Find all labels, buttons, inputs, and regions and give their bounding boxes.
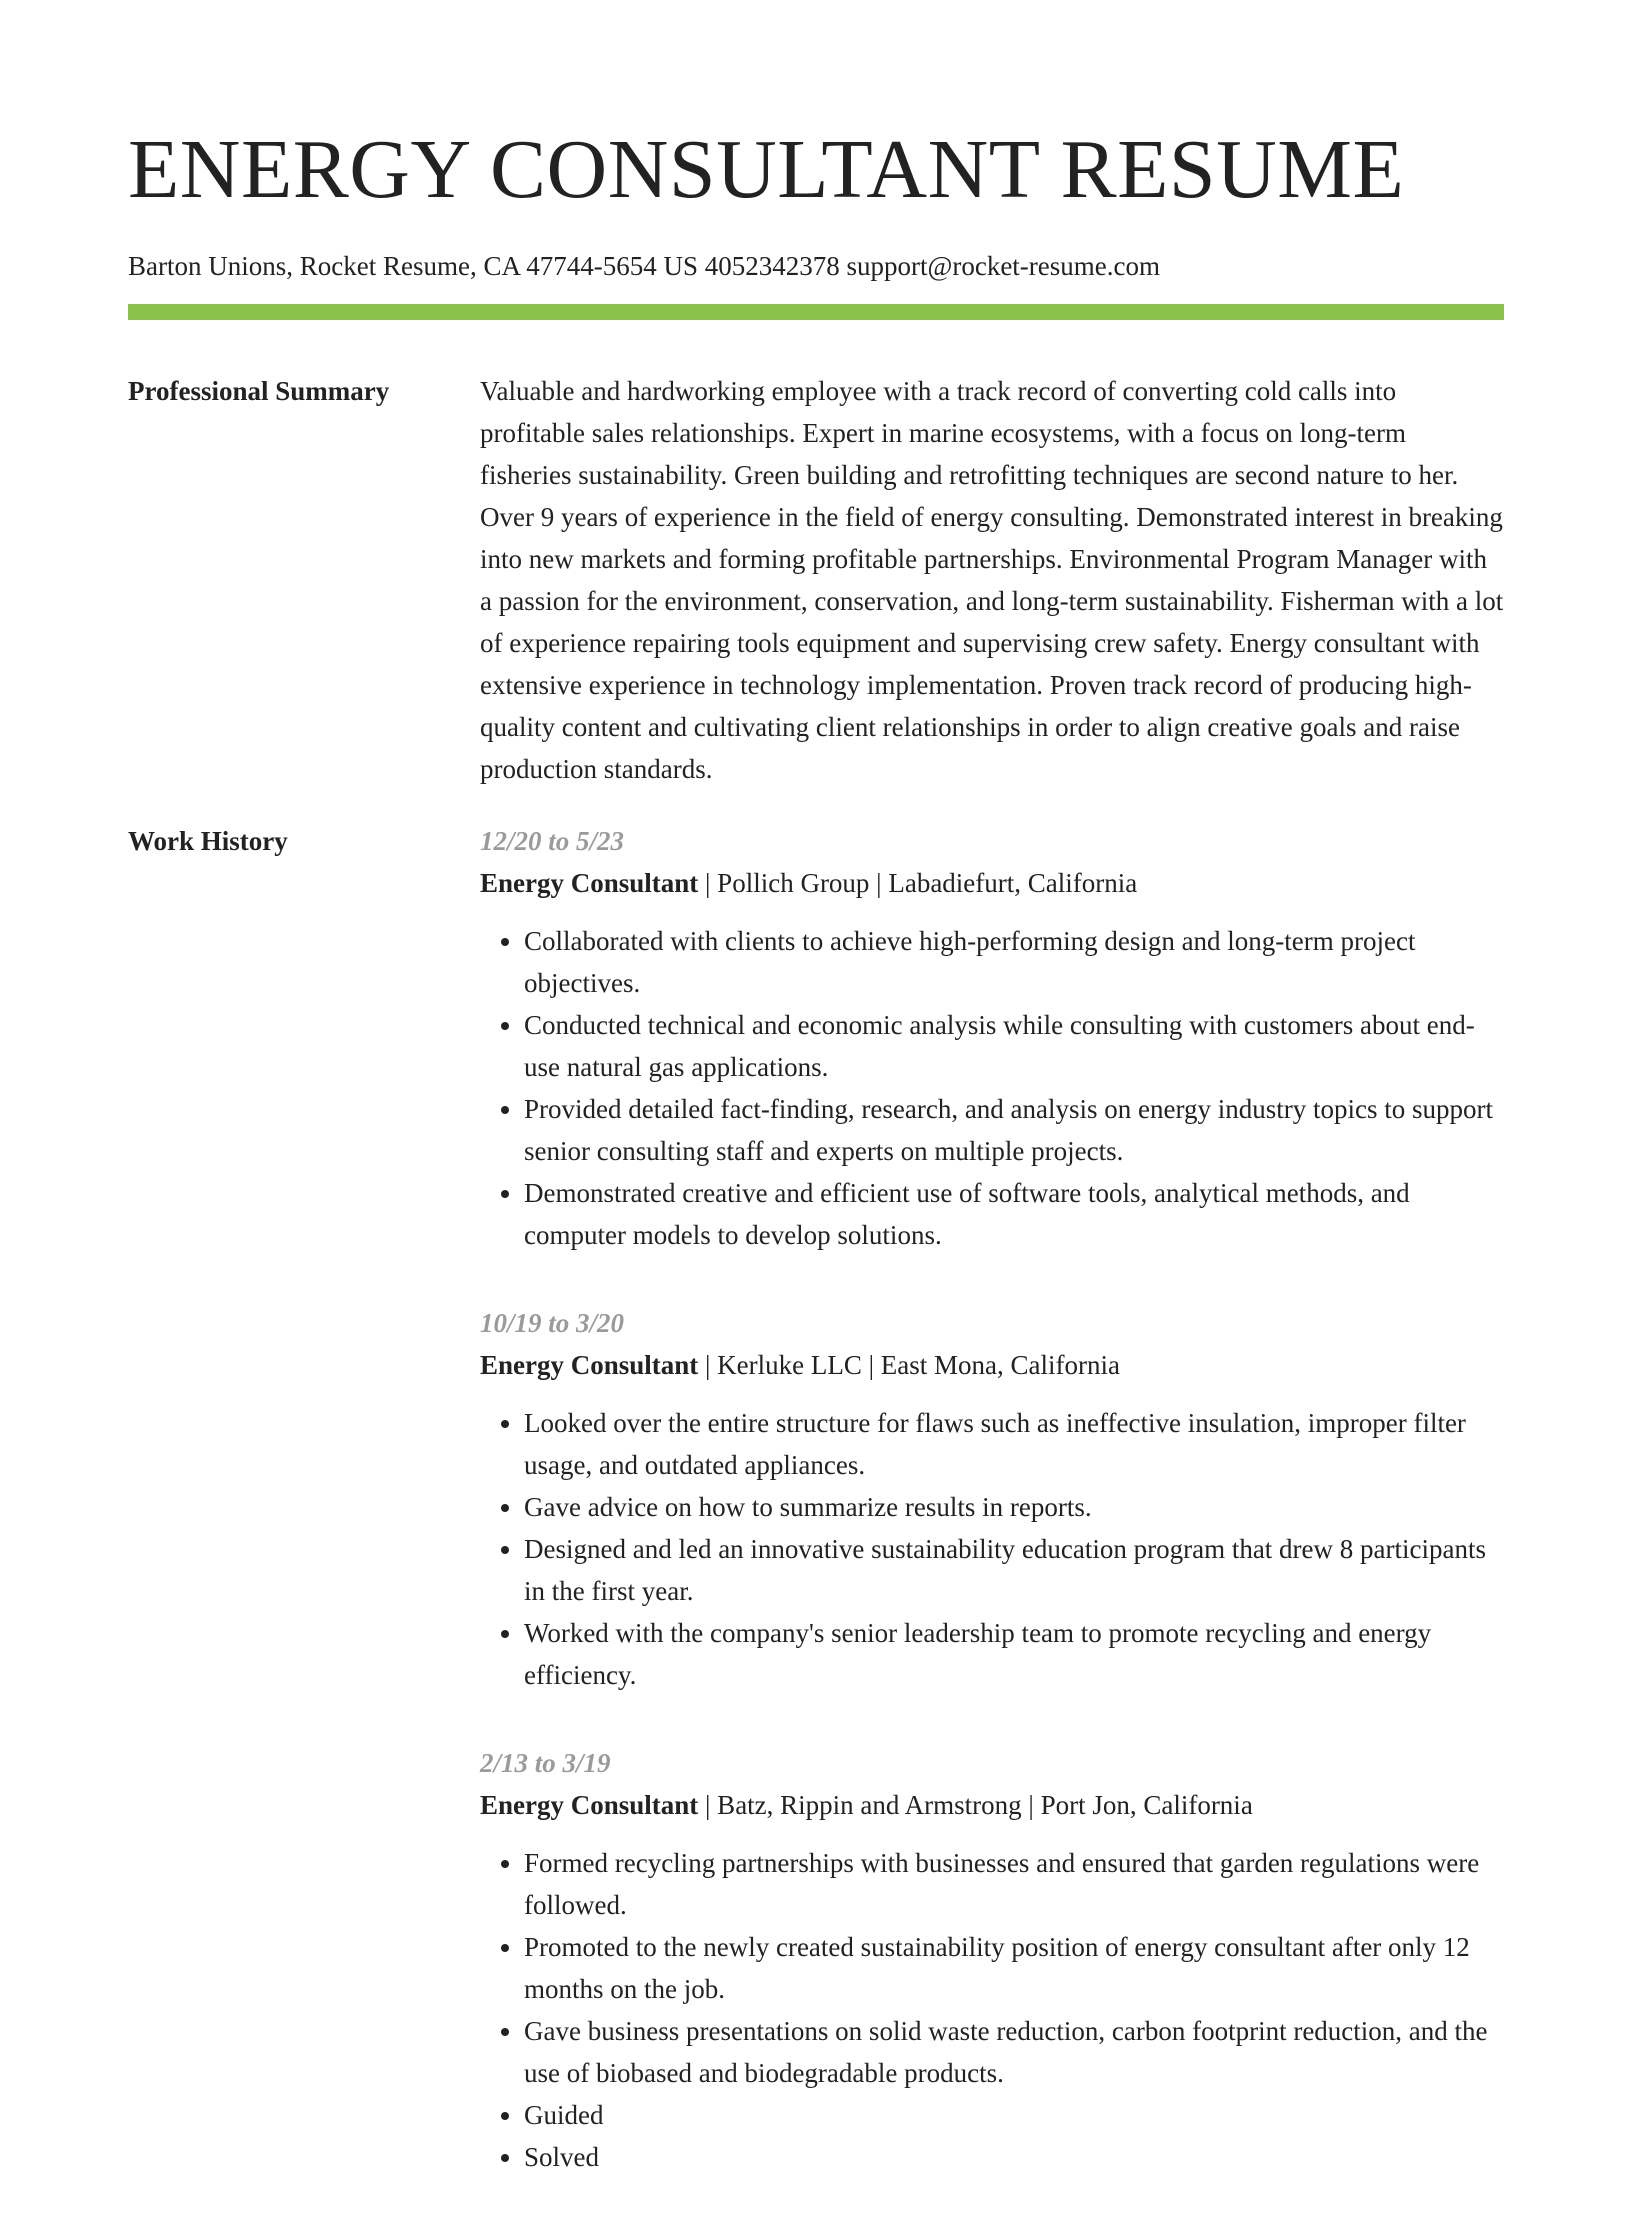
work-history-section bbox=[128, 820, 1504, 2224]
job-title: Energy Consultant bbox=[480, 868, 699, 898]
job-bullet: • Solved bbox=[524, 2136, 1504, 2178]
job-bullet: • Gave advice on how to summarize results in reports. bbox=[524, 1486, 1504, 1528]
job-bullet: • Worked with the company's senior leadership team to promote recycling and energy efficiency. bbox=[524, 1612, 1504, 1696]
job-bullet: • Conducted technical and economic analysis while consulting with customers about end-use natural gas applications. bbox=[524, 1004, 1504, 1088]
job-bullet: • Promoted to the newly created sustainability position of energy consultant after only 12 months on the job. bbox=[524, 1926, 1504, 2010]
job-entry bbox=[480, 1742, 1504, 2178]
job-bullet-list bbox=[480, 1842, 1504, 2178]
job-company-location: | Kerluke LLC | East Mona, California bbox=[698, 1350, 1120, 1380]
work-history-body bbox=[480, 820, 1504, 2224]
job-dates: 12/20 to 5/23 bbox=[480, 826, 625, 856]
job-bullet: • Gave business presentations on solid waste reduction, carbon footprint reduction, and the use of biobased and biodegradable products. bbox=[524, 2010, 1504, 2094]
job-entry bbox=[480, 820, 1504, 1256]
job-company-location: | Batz, Rippin and Armstrong | Port Jon, California bbox=[698, 1790, 1253, 1820]
professional-summary-section bbox=[128, 370, 1504, 790]
section-label-work-history: Work History bbox=[128, 826, 288, 856]
job-bullet: • Looked over the entire structure for flaws such as ineffective insulation, improper filter usage, and outdated appliances. bbox=[524, 1402, 1504, 1486]
summary-paragraph: Valuable and hardworking employee with a track record of converting cold calls into profitable sales relationships. Expert in marine ecosystems, with a focus on long-term fisheries sustainability. Green building and retrofitting techniques are second nature to her. Over 9 years of experience in the field of energy consulting. Demonstrated interest in breaking into new markets and forming profitable partnerships. Environmental Program Manager with a passion for the environment, conservation, and long-term sustainability. Fisherman with a lot of experience repairing tools equipment and supervising crew safety. Energy consultant with extensive experience in technology implementation. Proven track record of producing high-quality content and cultivating client relationships in order to align creative goals and raise production standards. bbox=[480, 376, 1504, 784]
job-title: Energy Consultant bbox=[480, 1350, 699, 1380]
job-bullet: • Guided bbox=[524, 2094, 1504, 2136]
job-bullet: • Demonstrated creative and efficient use of software tools, analytical methods, and computer models to develop solutions. bbox=[524, 1172, 1504, 1256]
job-bullet-list bbox=[480, 920, 1504, 1256]
job-title: Energy Consultant bbox=[480, 1790, 699, 1820]
job-bullet-list bbox=[480, 1402, 1504, 1696]
job-title-line bbox=[480, 1344, 1504, 1386]
contact-info: Barton Unions, Rocket Resume, CA 47744-5654 US 4052342378 support@rocket-resume.com bbox=[128, 251, 1160, 281]
resume-page bbox=[128, 0, 1504, 2224]
section-label-professional-summary: Professional Summary bbox=[128, 376, 390, 406]
job-title-line bbox=[480, 1784, 1504, 1826]
job-dates: 10/19 to 3/20 bbox=[480, 1308, 625, 1338]
professional-summary-body bbox=[480, 370, 1504, 790]
job-bullet: • Formed recycling partnerships with businesses and ensured that garden regulations were followed. bbox=[524, 1842, 1504, 1926]
job-title-line bbox=[480, 862, 1504, 904]
resume-title: ENERGY CONSULTANT RESUME bbox=[128, 123, 1405, 216]
job-bullet: • Collaborated with clients to achieve high-performing design and long-term project objectives. bbox=[524, 920, 1504, 1004]
job-bullet: • Designed and led an innovative sustainability education program that drew 8 participants in the first year. bbox=[524, 1528, 1504, 1612]
job-entry bbox=[480, 1302, 1504, 1696]
job-bullet: • Provided detailed fact-finding, research, and analysis on energy industry topics to support senior consulting staff and experts on multiple projects. bbox=[524, 1088, 1504, 1172]
accent-divider bbox=[128, 304, 1504, 320]
job-dates: 2/13 to 3/19 bbox=[480, 1748, 611, 1778]
job-company-location: | Pollich Group | Labadiefurt, California bbox=[698, 868, 1138, 898]
